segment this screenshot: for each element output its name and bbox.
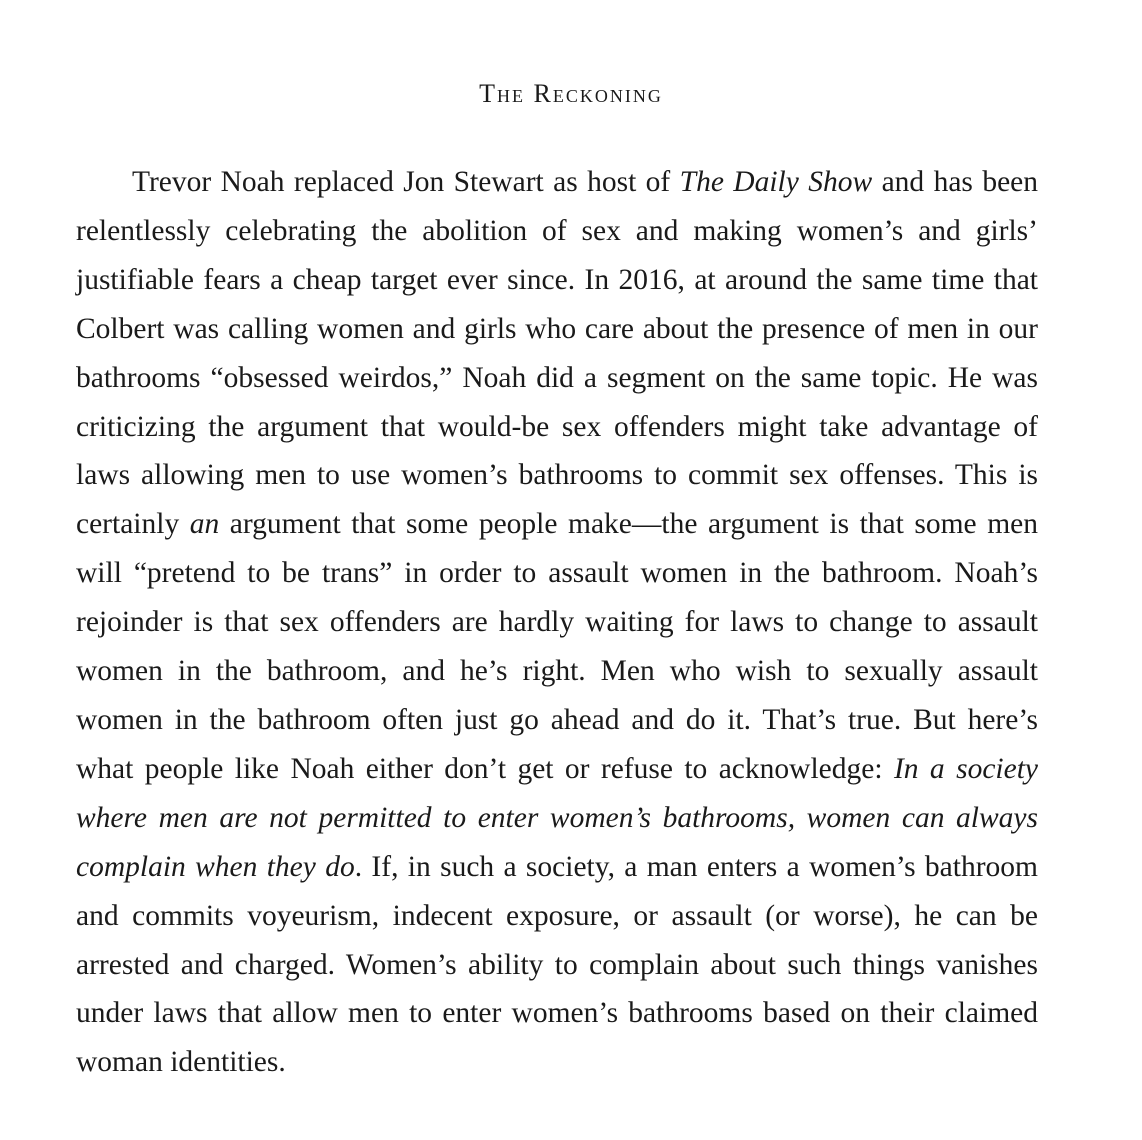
emphasis-passage: In a society where men are not permitted to enter women’s bathrooms, women can always complain when they do — [76, 752, 1038, 883]
text-segment: argument that some people make—the argument is that some men will “pretend to be trans” in order to assault women in the bathroom. Noah’s rejoinder is that sex offenders are hardly waiting for laws to change to assault women in the bathroom, and he’s right. Men who wish to sexually assault women in the bathroom often just go ahead and do it. That’s true. But here’s what people like Noah either don’t get or refuse to acknowledge: — [76, 508, 1038, 785]
show-title: The Daily Show — [679, 166, 873, 198]
text-segment: Trevor Noah replaced Jon Stewart as host of — [132, 166, 680, 198]
emphasis-an: an — [189, 508, 220, 541]
body-paragraph — [76, 158, 1038, 1087]
text-segment: and has been relentlessly celebrating the abolition of sex and making women’s and girls’ justifiable fears a cheap target ever since. In 2016, at around the same time that Colbert was calling women and girls who care about the presence of men in our bathrooms “obsessed weirdos,” Noah did a segment on the same topic. He was criticizing the argument that would-be sex offenders might take advantage of laws allowing men to use women’s bathrooms to commit sex offenses. This is certainly — [76, 166, 1038, 541]
running-head: The Reckoning — [479, 79, 663, 108]
text-segment: . If, in such a society, a man enters a women’s bathroom and commits voyeurism, indecent exposure, or assault (or worse), he can be arrested and charged. Women’s ability to complain about such things vanishes under laws that allow men to enter women’s bathrooms based on their claimed woman identities. — [76, 850, 1038, 1079]
